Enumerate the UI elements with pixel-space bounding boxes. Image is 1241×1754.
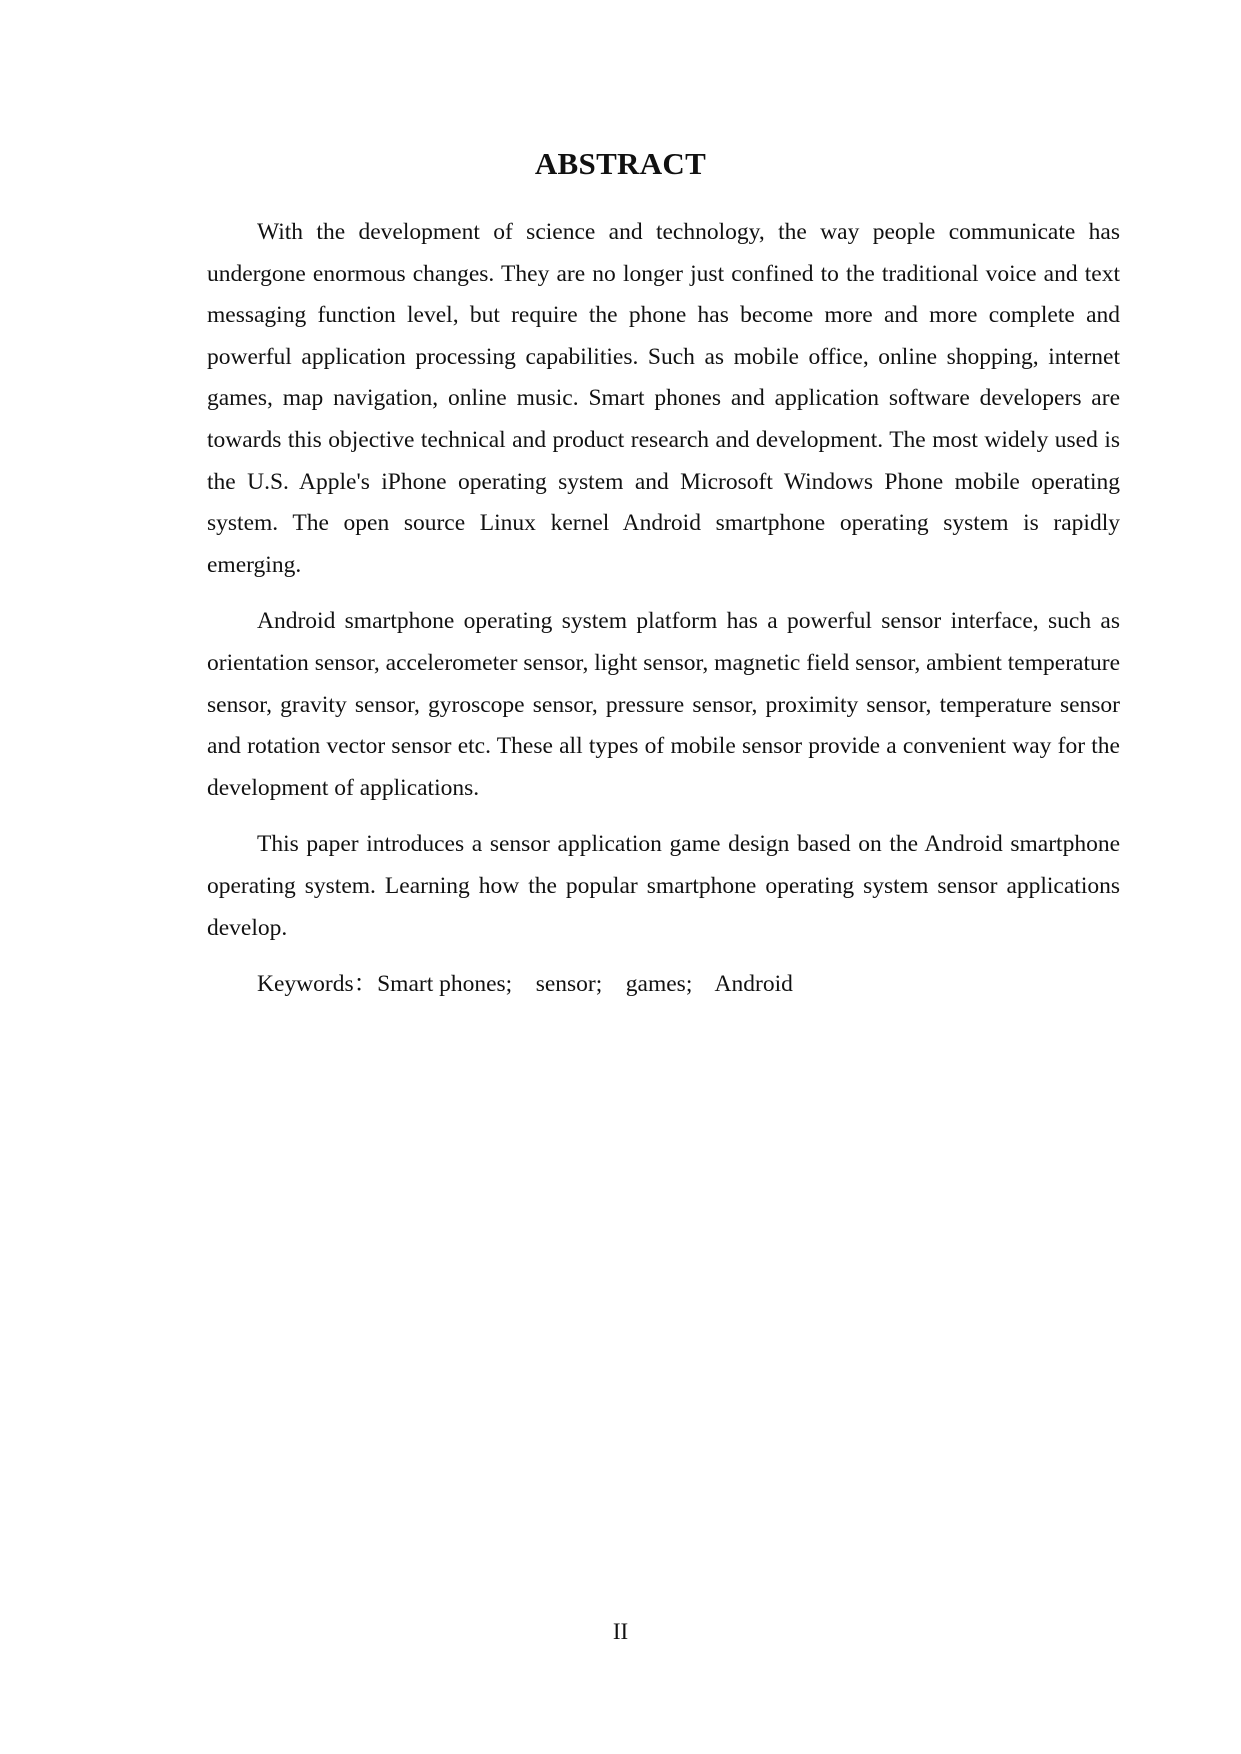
abstract-paragraph-2: Android smartphone operating system platform has a powerful sensor interface, such as orientation sensor, accelerometer sensor, light sensor, magnetic field sensor, ambient temperature sensor, gravity sensor, gyroscope sensor, pressure sensor, proximity sensor, temperature sensor and rotation vector sensor etc. These all types of mobile sensor provide a convenient way for the development of applications. (207, 608, 1120, 801)
page-number: II (612, 1619, 629, 1644)
abstract-title: ABSTRACT (534, 146, 707, 181)
abstract-body (207, 212, 1120, 1006)
abstract-paragraph-1: With the development of science and technology, the way people communicate has undergone enormous changes. They are no longer just confined to the traditional voice and text messaging function level, but require the phone has become more and more complete and powerful application processing capabilities. Such as mobile office, online shopping, internet games, map navigation, online music. Smart phones and application software developers are towards this objective technical and product research and development. The most widely used is the U.S. Apple's iPhone operating system and Microsoft Windows Phone mobile operating system. The open source Linux kernel Android smartphone operating system is rapidly emerging. (207, 219, 1120, 578)
keywords-line: Keywords：Smart phones; sensor; games; Android (257, 971, 793, 998)
abstract-paragraph-3: This paper introduces a sensor application game design based on the Android smartphone operating system. Learning how the popular smartphone operating system sensor applications develop. (207, 831, 1120, 941)
